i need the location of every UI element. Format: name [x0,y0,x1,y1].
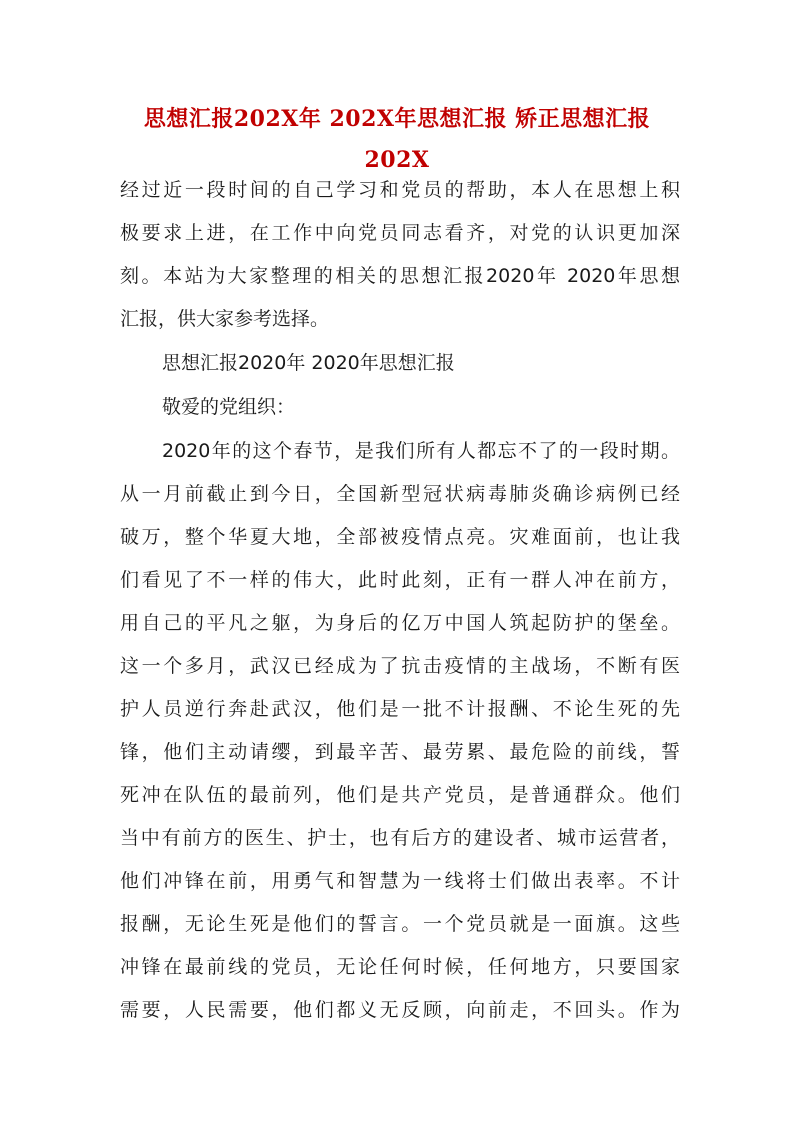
body-line-8: 锋，他们主动请缨，到最辛苦、最劳累、最危险的前线，誓 [120,741,680,763]
body-line-7: 护人员逆行奔赴武汉，他们是一批不计报酬、不论生死的先 [120,698,680,720]
body-line-12: 报酬，无论生死是他们的誓言。一个党员就是一面旗。这些 [120,913,680,935]
intro-line-1: 经过近一段时间的自己学习和党员的帮助，本人在思想上积 [120,179,680,201]
intro-line-2: 极要求上进，在工作中向党员同志看齐，对党的认识更加深 [120,222,680,244]
body-line-4: 们看见了不一样的伟大，此时此刻，正有一群人冲在前方， [120,569,680,591]
body-line-2: 从一月前截止到今日，全国新型冠状病毒肺炎确诊病例已经 [120,483,680,505]
subheading: 思想汇报2020年 2020年思想汇报 [162,352,455,374]
salutation: 敬爱的党组织： [162,396,296,418]
body-line-9: 死冲在队伍的最前列，他们是共产党员，是普通群众。他们 [120,784,680,806]
intro-line-3: 刻。本站为大家整理的相关的思想汇报2020年 2020年思想 [120,265,680,287]
body-line-3: 破万，整个华夏大地，全部被疫情点亮。灾难面前，也让我 [120,526,680,548]
body-line-11: 他们冲锋在前，用勇气和智慧为一线将士们做出表率。不计 [120,870,680,892]
body-line-1: 2020年的这个春节，是我们所有人都忘不了的一段时期。 [162,440,680,462]
body-line-14: 需要，人民需要，他们都义无反顾，向前走，不回头。作为 [120,999,680,1021]
body-line-13: 冲锋在最前线的党员，无论任何时候，任何地方，只要国家 [120,956,680,978]
intro-line-4: 汇报，供大家参考选择。 [120,308,330,330]
body-line-5: 用自己的平凡之躯，为身后的亿万中国人筑起防护的堡垒。 [120,612,680,634]
body-line-6: 这一个多月，武汉已经成为了抗击疫情的主战场，不断有医 [120,655,680,677]
document-title-line-2: 202X [364,147,430,173]
document-title-line-1: 思想汇报202X年 202X年思想汇报 矫正思想汇报 [143,106,651,132]
body-line-10: 当中有前方的医生、护士，也有后方的建设者、城市运营者， [120,827,680,849]
